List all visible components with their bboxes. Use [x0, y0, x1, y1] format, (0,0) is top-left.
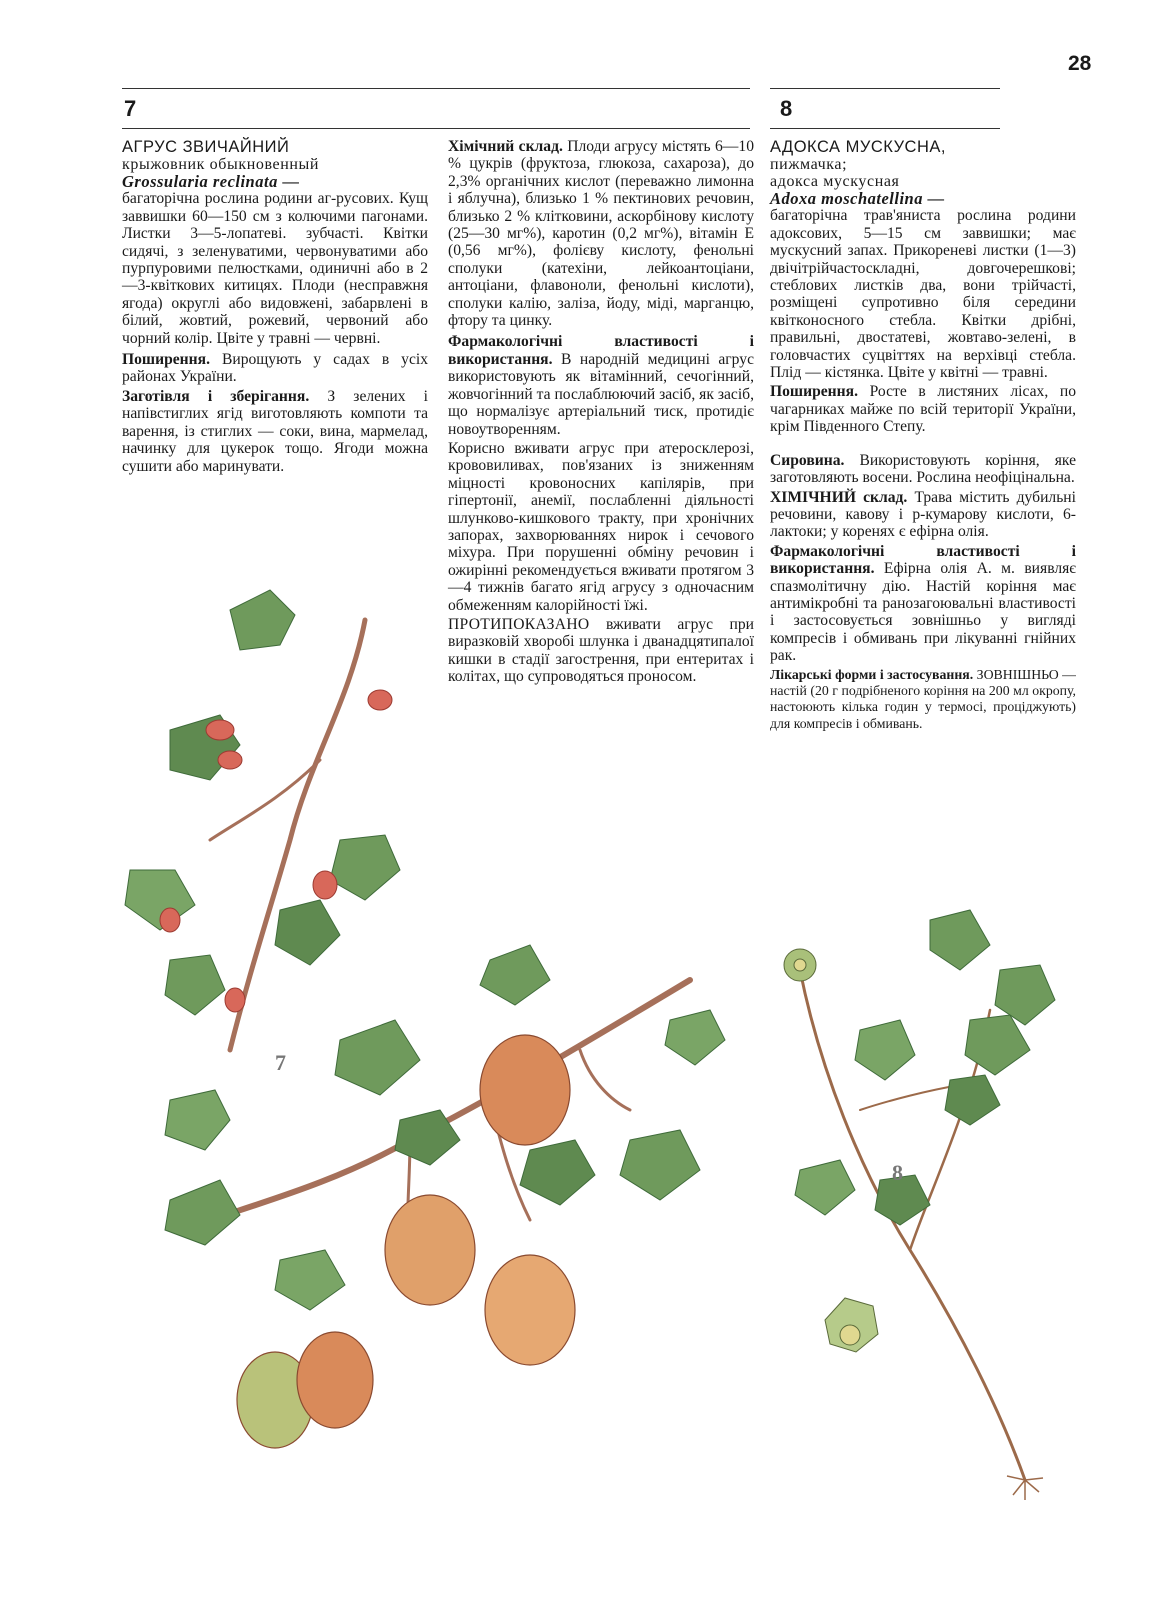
contra-heading: ПРОТИПОКАЗАНО — [448, 615, 590, 633]
adoxa-raw — [770, 452, 1076, 487]
top-rule-right — [770, 88, 1000, 89]
pharm-text: В народній медицині агрус використовують як вітамінний, сечогінний, жовчогінний та послаблюючий засіб, як засіб, що нормалізує артеріальний тиск, протидіє новоутворенням. — [448, 350, 754, 438]
chem-heading: Хімічний склад. — [448, 138, 563, 155]
adoxa-chem — [770, 489, 1076, 541]
gooseberry-illustration — [110, 580, 870, 1480]
storage-heading: Заготівля і зберігання. — [122, 387, 310, 405]
gooseberry-latin: Grossularia reclinata — — [122, 172, 300, 191]
figure-8-label: 8 — [892, 1160, 903, 1185]
gooseberry-distribution — [122, 351, 428, 386]
distribution-heading: Поширення. — [122, 351, 210, 369]
forms-heading: Лікарські форми і застосування. — [770, 666, 974, 682]
top-rule-left — [122, 88, 750, 89]
storage-text: З зелених і напівстиглих ягід виготовляють компоти та варення, із стиглих — соки, вина, мармелад, начинку для цукерок тощо. Ягоди можна сушити або маринувати. — [122, 387, 428, 475]
gooseberry-column-1 — [122, 138, 428, 477]
adoxa-distribution-heading: Поширення. — [770, 383, 858, 401]
adoxa-pharm-text: Ефірна олія А. м. виявляє спазмолітичну дію. Настій коріння має антимікробні та ранозагоювальні властивості і застосовується зовнішньо у вигляді компресів і обмивань при лікуванні гнійних рак. — [770, 560, 1077, 665]
gooseberry-stems — [210, 620, 690, 1300]
adoxa-pharm-heading: Фармакологічні властивості і використання. — [770, 542, 1076, 578]
adoxa-title-ru: адокса мускусная — [770, 173, 900, 190]
page-number: 28 — [1068, 52, 1092, 75]
gooseberry-chem — [448, 138, 754, 329]
section-number-left: 7 — [124, 96, 137, 121]
pharm-heading: Фармакологічні властивості і використання. — [448, 333, 754, 368]
gooseberry-description: багаторічна рослина родини аг-русових. Кущ заввишки 60—150 см з колючими пагонами. Листки 3—5-лопатеві. зубчасті. Квітки сидячі, з зеленуватими, червонуватими або пурпуровими пелюстками, одиничні або в 2—3-квіткових китицях. Плоди (несправжня ягода) округлі або видовжені, забарвлені в білий, жовтий, рожевий, червоний або чорний колір. Цвіте у травні — червні. — [122, 190, 428, 347]
figure-7-label: 7 — [275, 1050, 286, 1075]
gooseberry-useful: Корисно вживати агрус при атеросклерозі, крововиливах, пов'язаних із зниженням міцності кровоносних капілярів, при гіпертонії, анемії, послабленні діяльності шлунково-кишкового тракту, при хронічних запорах, захворюваннях нирок і сечового міхура. При порушенні обміну речовин і ожирінні рекомендується вживати протягом 3—4 тижнів багато ягід агрусу з одночасним обмеженням калорійності їжі. — [448, 439, 754, 614]
gooseberry-berries — [237, 1035, 575, 1448]
adoxa-root — [1007, 1476, 1043, 1500]
adoxa-leaves — [795, 910, 1055, 1225]
adoxa-distribution — [770, 383, 1076, 435]
raw-text: Використовують коріння, яке заготовляють восени. Рослина неофіцінальна. — [770, 451, 1076, 487]
gooseberry-title-ru: крыжовник обыкновенный — [122, 156, 320, 173]
raw-heading: Сировина. — [770, 451, 845, 469]
distribution-text: Вирощують у садах в усіх районах України. — [122, 351, 428, 386]
adoxa-title-ua: АДОКСА МУСКУСНА, — [770, 138, 946, 156]
section-number-right: 8 — [780, 96, 793, 121]
adoxa-chem-text: Трава містить дубильні речовини, кавову і р-кумарову кислоти, 6-лактоки; у коренях є ефірна олія. — [770, 488, 1076, 541]
forms-text: ЗОВНІШНЬО — настій (20 г подрібненого коріння на 200 мл окропу, настоюють кілька годин у термосі, проціджують) для компресів і обмивань. — [770, 666, 1076, 731]
adoxa-title-ua2: пижмачка; — [770, 156, 848, 173]
gooseberry-pharm — [448, 333, 754, 437]
adoxa-distribution-text: Росте в листяних лісах, по чагарниках майже по всій території України, крім Південного Степу. — [770, 383, 1076, 436]
contra-text: вживати агрус при виразковій хворобі шлунка і дванадцятипалої кишки в стадії загострення, при ентеритах і колітах, що супроводяться проносом. — [448, 615, 754, 686]
adoxa-latin: Adoxa moschatellina — — [770, 189, 945, 208]
adoxa-flowers — [784, 949, 878, 1352]
adoxa-description: багаторічна трав'яниста рослина родини адоксових, 5—15 см заввишки; має мускусний запах. Прикореневі листки (1—3) двічітрійчастоскладні, довгочерешкові; стеблових листків два, вони трійчасті, розміщені супротивно біля середини квітконосного стебла. Квітки дрібні, правильні, двостатеві, жовтаво-зелені, в головчастих суцвіттях на верхівці стебла. Плід — кістянка. Цвіте у квітні — травні. — [770, 207, 1076, 382]
chem-text: Плоди агрусу містять 6—10 % цукрів (фруктоза, глюкоза, сахароза), до 2,3% органічних кислот (переважно лимонна і яблучна), близько 1 % пектинових речовин, близько 2 % клітковини, аскорбінову кислоту (25—30 мг%), каротин (0,2 мг%), вітамін Е (0,56 мг%), фолієву кислоту, фенольні сполуки (катехіни, лейкоантоціани, антоціани, флавоноли, фенольні кислоти), сполуки калію, заліза, йоду, міді, марганцю, фтору та цинку. — [448, 138, 754, 330]
header-rule-right — [770, 128, 1000, 129]
header-rule-left — [122, 128, 750, 129]
gooseberry-storage — [122, 388, 428, 475]
gooseberry-title-ua: АГРУС ЗВИЧАЙНИЙ — [122, 138, 290, 156]
adoxa-chem-heading: ХІМІЧНИЙ склад. — [770, 488, 908, 506]
adoxa-illustration — [760, 890, 1100, 1530]
